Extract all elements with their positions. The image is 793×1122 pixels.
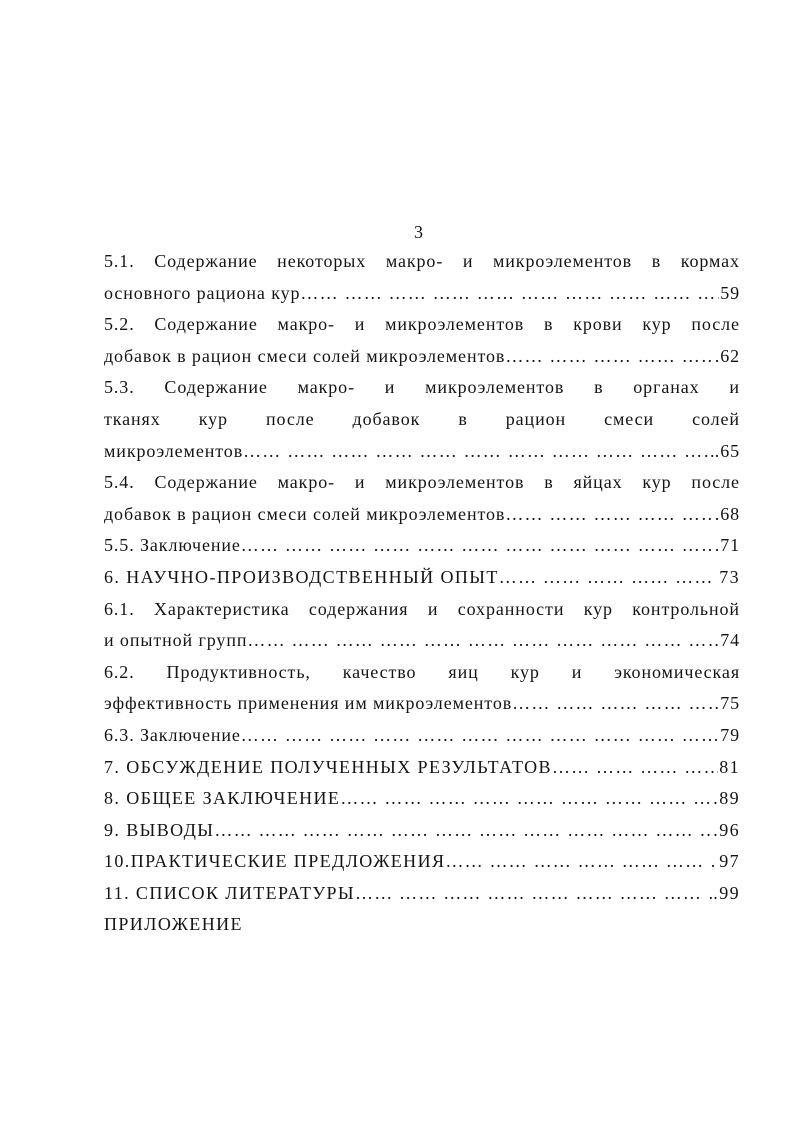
toc-entry-page: 79 bbox=[720, 724, 740, 745]
toc-entry-leader-line bbox=[104, 783, 740, 815]
dot-leader bbox=[499, 562, 718, 594]
toc-word: микроэлементов bbox=[492, 251, 633, 271]
toc-word: кур bbox=[198, 408, 228, 429]
toc-word: 6.2. bbox=[104, 661, 135, 682]
toc-word: солей bbox=[692, 408, 740, 429]
toc-entry-page: 81 bbox=[719, 756, 740, 777]
toc-word: кур bbox=[510, 661, 540, 682]
toc-word: и bbox=[462, 251, 474, 271]
toc-word: контрольной bbox=[632, 598, 740, 619]
toc-word: кормах bbox=[680, 251, 740, 271]
toc-entry-title: основного рациона кур bbox=[104, 282, 301, 303]
toc-entry bbox=[104, 530, 740, 562]
toc-entry-leader-line bbox=[104, 436, 740, 468]
dot-leader bbox=[552, 752, 718, 784]
toc-entry-leader-line bbox=[104, 688, 740, 720]
toc-word: кур bbox=[642, 472, 672, 493]
toc-word: добавок bbox=[352, 408, 421, 429]
toc-entry-title: добавок в рацион смеси солей микроэлементов bbox=[104, 345, 506, 366]
toc-entry-leader-line bbox=[104, 562, 740, 594]
toc-entry bbox=[104, 467, 740, 530]
toc-word: содержания bbox=[308, 598, 409, 619]
toc-word: яиц bbox=[448, 661, 479, 682]
toc-entry-title-line bbox=[104, 594, 740, 626]
toc-word: макро- bbox=[297, 377, 355, 398]
toc-word: микроэлементов bbox=[385, 472, 525, 493]
appendix-heading: ПРИЛОЖЕНИЕ bbox=[104, 914, 243, 935]
page-number: 3 bbox=[414, 222, 423, 242]
dot-leader bbox=[340, 783, 712, 815]
toc-entry bbox=[104, 246, 740, 309]
toc-word: микроэлементов bbox=[425, 377, 565, 398]
toc-word: кур bbox=[583, 598, 613, 619]
toc-word: и bbox=[354, 472, 366, 493]
dot-leader bbox=[505, 341, 713, 373]
toc-entry-page: 73 bbox=[719, 566, 740, 587]
toc-entry-title: 7. ОБСУЖДЕНИЕ ПОЛУЧЕННЫХ РЕЗУЛЬТАТОВ bbox=[104, 756, 552, 777]
toc-entry-leader-line bbox=[104, 720, 740, 752]
toc-entry-leader-line bbox=[104, 625, 740, 657]
toc-entry-page: .99 bbox=[713, 882, 740, 903]
toc-word: Содержание bbox=[154, 314, 258, 335]
toc-entry-title: 6.3. Заключение bbox=[104, 724, 241, 745]
dot-leader bbox=[241, 530, 714, 562]
toc-entry bbox=[104, 594, 740, 657]
dot-leader bbox=[247, 625, 719, 657]
dot-leader bbox=[505, 499, 713, 531]
toc-word: и bbox=[729, 377, 740, 398]
toc-entry-title: 8. ОБЩЕЕ ЗАКЛЮЧЕНИЕ bbox=[104, 788, 341, 809]
toc-word: макро- bbox=[385, 251, 444, 271]
toc-word: в bbox=[594, 377, 604, 398]
dot-leader bbox=[355, 878, 712, 910]
toc-entry-title: добавок в рацион смеси солей микроэлементов bbox=[104, 503, 506, 524]
toc-entry-title: 5.5. Заключение bbox=[104, 535, 241, 556]
toc-entry-title-line bbox=[104, 246, 740, 278]
toc-word: крови bbox=[573, 314, 623, 335]
toc-entry-title: 6. НАУЧНО-ПРОИЗВОДСТВЕННЫЙ ОПЫТ bbox=[104, 566, 499, 587]
toc-entry-leader-line bbox=[104, 530, 740, 562]
toc-entry bbox=[104, 372, 740, 467]
toc-entry-title: 11. СПИСОК ЛИТЕРАТУРЫ bbox=[104, 882, 356, 903]
toc-word: 5.4. bbox=[104, 472, 135, 493]
toc-entry-leader-line bbox=[104, 752, 740, 784]
toc-word: и bbox=[427, 598, 439, 619]
toc-entry bbox=[104, 309, 740, 372]
toc-word: экономическая bbox=[614, 661, 740, 682]
toc-entry-page: 75 bbox=[720, 693, 740, 714]
toc-entry-page: .89 bbox=[713, 788, 740, 809]
toc-entry bbox=[104, 783, 740, 815]
toc-word: в bbox=[651, 251, 662, 271]
toc-word: и bbox=[384, 377, 396, 398]
toc-word: кур bbox=[642, 314, 672, 335]
toc-entry-title-line bbox=[104, 404, 740, 436]
toc-entry-page: 97 bbox=[719, 851, 740, 872]
toc-entry-leader-line bbox=[104, 815, 740, 847]
toc-entry-leader-line bbox=[104, 878, 740, 910]
toc-word: яйцах bbox=[573, 472, 623, 493]
toc-word: в bbox=[543, 314, 554, 335]
dot-leader bbox=[300, 278, 719, 310]
toc-word: 5.1. bbox=[104, 251, 135, 271]
toc-entry-page: .65 bbox=[714, 440, 740, 461]
toc-entry bbox=[104, 562, 740, 594]
toc-entry-page: 59 bbox=[720, 282, 740, 303]
toc-entry bbox=[104, 752, 740, 784]
toc-word: 5.3. bbox=[104, 377, 135, 398]
toc-entry-title-line bbox=[104, 372, 740, 404]
toc-word: органах bbox=[633, 377, 700, 398]
toc-entry-page: .71 bbox=[714, 535, 740, 556]
toc-word: Содержание bbox=[154, 472, 258, 493]
toc-entry-page: .96 bbox=[713, 819, 740, 840]
toc-word: Характеристика bbox=[153, 598, 290, 619]
dot-leader bbox=[241, 720, 719, 752]
toc-word: 5.2. bbox=[104, 314, 135, 335]
dot-leader bbox=[445, 846, 718, 878]
toc-word: тканях bbox=[104, 408, 161, 429]
toc-word: рацион bbox=[505, 408, 567, 429]
toc-word: сохранности bbox=[457, 598, 565, 619]
toc-entry-title: микроэлементов bbox=[104, 440, 244, 461]
toc-word: микроэлементов bbox=[385, 314, 525, 335]
toc-word: Продуктивность, bbox=[166, 661, 311, 682]
toc-word: и bbox=[571, 661, 583, 682]
table-of-contents bbox=[104, 246, 740, 941]
toc-entry-title: и опытной групп bbox=[104, 630, 248, 651]
toc-entry-page: .68 bbox=[714, 503, 740, 524]
toc-entry bbox=[104, 657, 740, 720]
toc-entry-title: 10.ПРАКТИЧЕСКИЕ ПРЕДЛОЖЕНИЯ bbox=[104, 851, 446, 872]
toc-entry-leader-line bbox=[104, 341, 740, 373]
toc-word: макро- bbox=[277, 314, 335, 335]
toc-word: некоторых bbox=[277, 251, 367, 271]
toc-entry-leader-line bbox=[104, 846, 740, 878]
toc-entry-title-line bbox=[104, 309, 740, 341]
toc-entry bbox=[104, 846, 740, 878]
toc-word: Содержание bbox=[164, 377, 268, 398]
toc-word: после bbox=[691, 314, 740, 335]
toc-entry bbox=[104, 720, 740, 752]
toc-entry-page: 74 bbox=[720, 630, 740, 651]
toc-entry bbox=[104, 815, 740, 847]
toc-word: в bbox=[544, 472, 554, 493]
toc-word: 6.1. bbox=[104, 598, 135, 619]
toc-entry-title-line bbox=[104, 467, 740, 499]
toc-entry-leader-line bbox=[104, 278, 740, 310]
toc-word: и bbox=[354, 314, 366, 335]
toc-word: в bbox=[458, 408, 468, 429]
toc-entry-title-line bbox=[104, 657, 740, 689]
dot-leader bbox=[512, 688, 719, 720]
toc-word: смеси bbox=[604, 408, 655, 429]
toc-word: макро- bbox=[277, 472, 336, 493]
dot-leader bbox=[214, 815, 712, 847]
toc-entry-leader-line bbox=[104, 499, 740, 531]
toc-entry-title: эффективность применения им микроэлементов bbox=[104, 693, 513, 714]
toc-entry-page: .62 bbox=[714, 345, 740, 366]
toc-word: качество bbox=[342, 661, 417, 682]
toc-word: после bbox=[265, 408, 315, 429]
toc-entry bbox=[104, 878, 740, 910]
toc-entry-title: 9. ВЫВОДЫ bbox=[104, 819, 215, 840]
toc-word: после bbox=[691, 472, 740, 493]
dot-leader bbox=[243, 436, 714, 468]
toc-word: Содержание bbox=[154, 251, 258, 271]
